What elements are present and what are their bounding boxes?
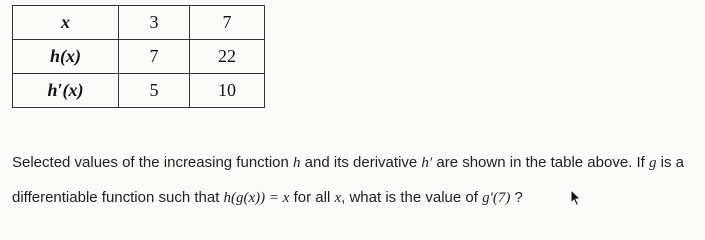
function-g: g [649,155,657,171]
table-cell: 22 [190,40,265,74]
function-hprime: h′ [421,155,433,171]
table-cell: 5 [119,74,190,108]
question-line-1: Selected values of the increasing function h and its derivative h′ are shown in the table above. If g is a [12,154,685,171]
composition-equation: h(g(x)) = x [223,190,290,206]
target-expression: g′(7) [482,190,511,206]
row-label-hprime: h′(x) [13,74,119,108]
variable-x: x [334,190,342,206]
table-row [13,40,265,74]
row-label-h: h(x) [13,40,119,74]
values-table [12,5,265,108]
table-row [13,6,265,40]
table-header-7: 7 [190,6,265,40]
mouse-pointer-icon [570,189,582,212]
table-cell: 7 [119,40,190,74]
function-h: h [293,155,301,171]
table-header-3: 3 [119,6,190,40]
table-header-x: x [13,6,119,40]
question-line-2: differentiable function such that h(g(x)) = x for all x, what is the value of g′(7) ? [12,189,523,206]
table-cell: 10 [190,74,265,108]
table-row [13,74,265,108]
